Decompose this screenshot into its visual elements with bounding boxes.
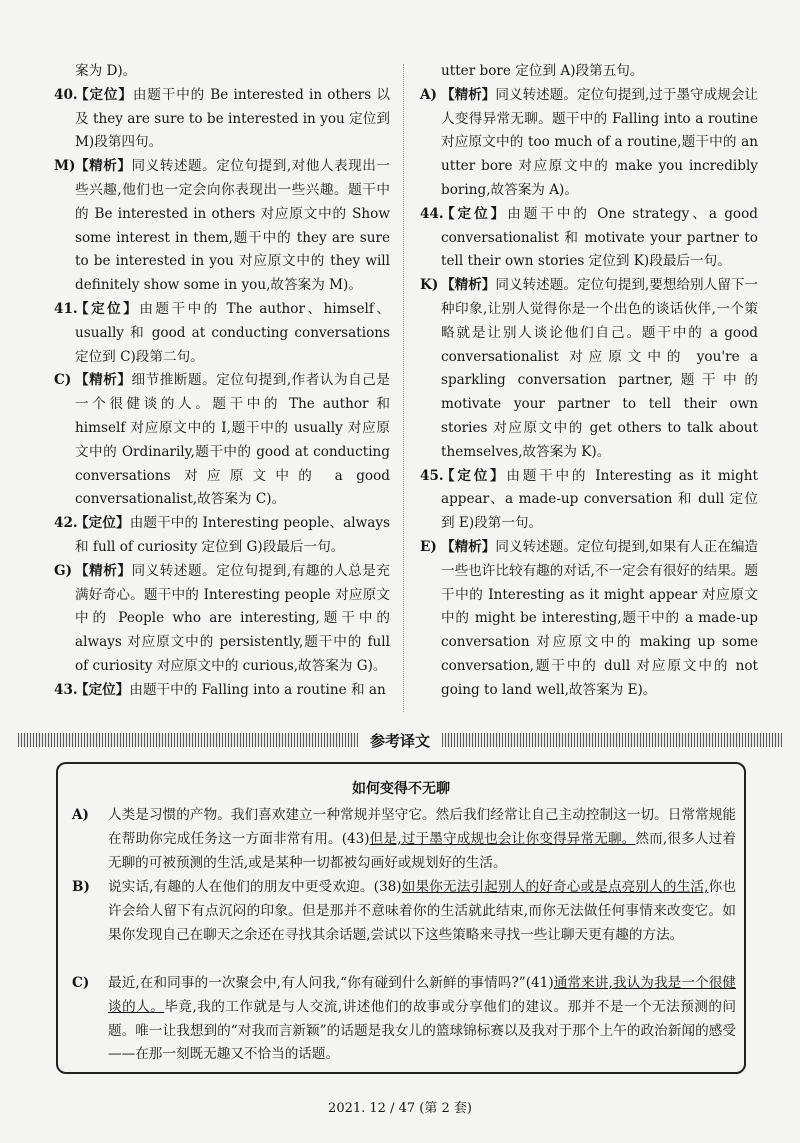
paragraph-text — [108, 972, 736, 1067]
item-body — [75, 155, 390, 298]
item-number: A) — [420, 86, 437, 103]
item-number: K) — [420, 277, 439, 294]
paragraph-text-pre: 说实话,有趣的人在他们的朋友中更受欢迎。(38) — [108, 879, 402, 895]
item-text: 由题干中的 Be interested in others 以及 they are sure to be interested in you 定位到 M)段第四句。 — [75, 86, 390, 151]
item-body — [441, 465, 758, 536]
item-body — [75, 560, 390, 679]
explanation-item — [54, 512, 390, 560]
item-text: 同义转述题。定位句提到,有趣的人总是充满好奇心。题干中的 Interesting people 对应原文中的 People who are interesting,题干中的 always 对应原文中的 persistently,题干中的 full of curiosity 对应原文中的 curious,故答案为 G)。 — [75, 562, 391, 674]
explanation-item — [54, 369, 390, 512]
item-text: 同义转述题。定位句提到,要想给别人留下一种印象,让别人觉得你是一个出色的谈话伙伴,一个策略就是让别人谈论他们自己。题干中的 a good conversationalist 对应原文中的 you're a sparkling conversation partner,题干中的 motivate your partner to tell their own stories 对应原文中的 get others to talk about themselves,故答案为 K)。 — [441, 277, 759, 460]
item-body — [441, 536, 758, 703]
item-text: 由题干中的 Falling into a routine 和 an — [129, 681, 386, 698]
section-banner — [18, 732, 782, 748]
item-tag: 【精析】 — [75, 372, 132, 389]
left-continuation: 案为 D)。 — [75, 63, 137, 79]
item-text: 细节推断题。定位句提到,作者认为自己是一个很健谈的人。题干中的 The author 和 himself 对应原文中的 I,题干中的 usually 对应原文中的 Ordinarily,题干中的 good at conducting conversations 对应原文中的 a good conversationalist,故答案为 C)。 — [75, 372, 391, 508]
item-number: 41. — [54, 300, 78, 317]
right-column — [420, 60, 758, 703]
item-text: 由题干中的 The author、himself、usually 和 good at conducting conversations 定位到 C)段第二句。 — [75, 300, 390, 365]
explanation-item — [54, 155, 390, 298]
right-continuation: utter bore 定位到 A)段第五句。 — [441, 63, 644, 79]
item-text: 同义转述题。定位句提到,对他人表现出一些兴趣,他们也一定会向你表现出一些兴趣。题干中的 Be interested in others 对应原文中的 Show some interest in them,题干中的 they are sure to be interested in you 对应原文中的 they will definitely show some in you,故答案为 M)。 — [75, 158, 391, 294]
item-text: 由题干中的 One strategy、a good conversationalist 和 motivate your partner to tell their own stories 定位到 K)段最后一句。 — [441, 205, 758, 270]
item-text: 同义转述题。定位句提到,如果有人正在编造一些也许比较有趣的对话,不一定会有很好的结果。题干中的 Interesting as it might appear 对应原文中的 might be interesting,题干中的 a made-up conversation 对应原文中的 making up some conversation,题干中的 dull 对应原文中的 not going to land well,故答案为 E)。 — [441, 538, 759, 698]
item-number: 45. — [420, 467, 444, 484]
item-tag: 【定位】 — [75, 515, 130, 532]
left-column — [54, 60, 390, 703]
item-tag: 【精析】 — [441, 538, 496, 555]
item-number: 44. — [420, 205, 444, 222]
page-footer: 2021. 12 / 47 (第 2 套) — [328, 1101, 472, 1116]
item-number: 42. — [54, 515, 78, 532]
explanation-item — [54, 84, 390, 155]
translation-paragraph-a — [72, 804, 736, 875]
item-number: G) — [54, 562, 73, 579]
banner-hatch-left — [18, 733, 358, 747]
item-body — [441, 274, 758, 464]
item-body — [75, 369, 390, 512]
item-text: 同义转述题。定位句提到,过于墨守成规会让人变得异常无聊。题干中的 Falling into a routine 对应原文中的 too much of a routine,题干中的 an utter bore 对应原文中的 make you incredibly boring,故答案为 A)。 — [441, 86, 759, 198]
explanation-item — [420, 536, 758, 703]
translation-box — [56, 762, 746, 1074]
item-tag: 【定位】 — [75, 681, 130, 698]
translation-title: 如何变得不无聊 — [352, 781, 450, 797]
item-number: C) — [54, 372, 72, 389]
item-tag: 【定位】 — [441, 467, 507, 484]
item-tag: 【定位】 — [75, 86, 133, 103]
item-number: M) — [54, 158, 76, 175]
paragraph-text-pre: 人类是习惯的产物。我们喜欢建立一种常规并坚守它。然后我们经常让自己主动控制这一切。日常常规能在帮助你完成任务这一方面非常有用。(43) — [108, 807, 736, 847]
paragraph-text-post: 你也许会给人留下有点沉闷的印象。但是那并不意味着你的生活就此结束,而你无法做任何事情来改变它。如果你发现自己在聊天之余还在寻找其余话题,尝试以下这些策略来寻找一些让聊天更有趣的方法。 — [108, 879, 736, 943]
section-banner-title: 参考译文 — [370, 731, 431, 750]
explanation-item — [54, 560, 390, 679]
paragraph-text — [108, 876, 736, 947]
explanation-item — [420, 465, 758, 536]
item-body — [75, 679, 390, 703]
translation-paragraph-c — [72, 972, 736, 1067]
paragraph-underlined: 如果你无法引起别人的好奇心或是点亮别人的生活, — [401, 879, 709, 895]
item-tag: 【精析】 — [441, 86, 496, 103]
item-tag: 【精析】 — [441, 277, 496, 294]
column-divider — [403, 64, 404, 712]
paragraph-underlined: 但是,过于墨守成规也会让你变得异常无聊。 — [369, 830, 636, 847]
item-body — [75, 298, 390, 369]
paragraph-label: A) — [72, 807, 89, 823]
item-number: E) — [420, 538, 437, 555]
explanation-item — [420, 84, 758, 203]
item-number: 40. — [54, 86, 78, 103]
explanation-item — [420, 274, 758, 464]
item-body — [75, 84, 390, 155]
item-tag: 【精析】 — [75, 158, 132, 175]
item-body — [441, 84, 758, 203]
paragraph-text — [108, 804, 736, 875]
paragraph-underlined: 通常来讲,我认为我是一个很健谈的人。 — [108, 975, 736, 1015]
explanation-item — [54, 298, 390, 369]
item-tag: 【定位】 — [441, 205, 508, 222]
right-items — [420, 84, 758, 703]
explanation-item — [420, 203, 758, 274]
paragraph-label: B) — [72, 879, 90, 895]
explanation-item — [54, 679, 390, 703]
left-items — [54, 84, 390, 703]
item-tag: 【精析】 — [75, 562, 132, 579]
banner-hatch-right — [442, 733, 782, 747]
paragraph-text-post: 毕竟,我的工作就是与人交流,讲述他们的故事或分享他们的建议。那并不是一个无法预测的问题。唯一让我想到的“对我而言新颖”的话题是我女儿的篮球锦标赛以及我对于那个上午的政治新闻的感受——在那一刻既无趣又不恰当的话题。 — [108, 998, 737, 1063]
item-tag: 【定位】 — [75, 300, 140, 317]
item-number: 43. — [54, 681, 78, 698]
paragraph-text-pre: 最近,在和同事的一次聚会中,有人问我,“你有碰到什么新鲜的事情吗?”(41) — [108, 975, 554, 991]
translation-paragraph-b — [72, 876, 736, 947]
item-body — [441, 203, 758, 274]
item-text: 由题干中的 Interesting as it might appear、a made-up conversation 和 dull 定位到 E)段第一句。 — [441, 467, 758, 532]
item-body — [75, 512, 390, 560]
paragraph-label: C) — [72, 975, 90, 991]
paragraph-text-post: 然而,很多人过着无聊的可被预测的生活,或是某种一切都被勾画好或规划好的生活。 — [108, 830, 736, 871]
item-text: 由题干中的 Interesting people、always 和 full of curiosity 定位到 G)段最后一句。 — [75, 515, 391, 555]
